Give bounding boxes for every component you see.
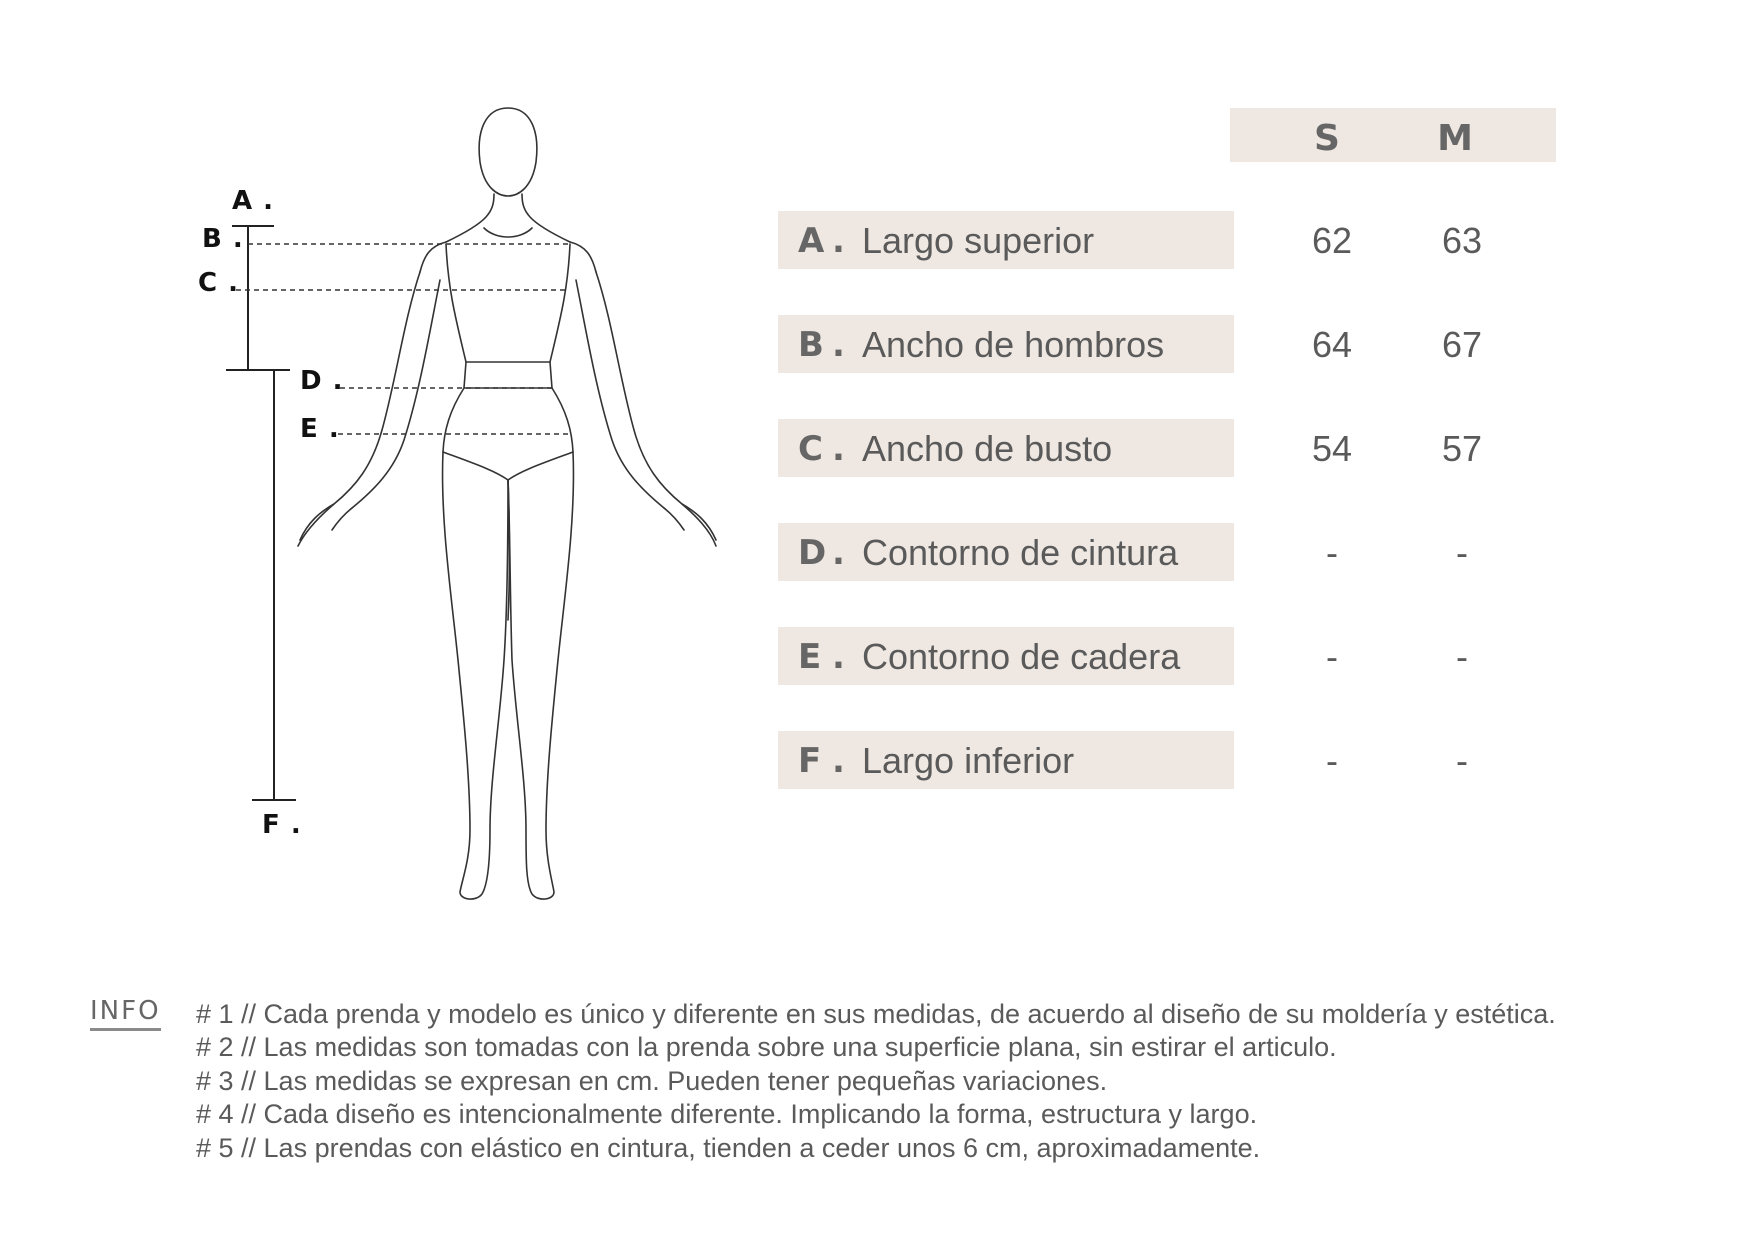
row-letter: A — [798, 221, 825, 261]
info-note-1: # 1 // Cada prenda y modelo es único y diferente en sus medidas, de acuerdo al diseño de su moldería y estética. — [196, 999, 1556, 1029]
mannequin-waistband — [464, 362, 552, 388]
row-separator: . — [832, 533, 845, 573]
measurement-row-b — [778, 315, 1234, 373]
measurement-figure — [0, 0, 760, 960]
row-name: Largo superior — [862, 220, 1095, 261]
info-label: INFO — [90, 996, 161, 1031]
row-name: Contorno de cintura — [862, 532, 1179, 573]
mannequin-right-leg — [508, 452, 573, 899]
mannequin-left-leg — [443, 452, 508, 899]
value-e-s: - — [1326, 636, 1338, 677]
mannequin-neck — [446, 194, 570, 242]
row-separator: . — [832, 325, 845, 365]
value-c-s: 54 — [1311, 428, 1353, 469]
size-header-m: M — [1437, 118, 1473, 159]
row-separator: . — [832, 221, 845, 261]
mannequin-briefs — [443, 452, 573, 480]
info-note-3: # 3 // Las medidas se expresan en cm. Pueden tener pequeñas variaciones. — [196, 1065, 1108, 1096]
mannequin-torso — [446, 244, 570, 362]
row-separator: . — [832, 429, 845, 469]
value-d-s: - — [1326, 532, 1338, 573]
mannequin-left-arm — [300, 272, 440, 540]
row-letter: B — [798, 325, 824, 365]
measurement-row-e — [778, 627, 1234, 685]
info-note-4: # 4 // Cada diseño es intencionalmente diferente. Implicando la forma, estructura y largo. — [196, 1099, 1258, 1130]
measure-label-a: A . — [232, 186, 275, 216]
value-f-s: - — [1326, 740, 1338, 781]
value-f-m: - — [1456, 740, 1468, 781]
measure-label-b: B . — [202, 224, 244, 254]
row-name: Contorno de cadera — [862, 636, 1181, 677]
value-e-m: - — [1456, 636, 1468, 677]
info-notes — [196, 998, 1736, 1165]
size-header-s: S — [1314, 118, 1340, 159]
measurement-row-d — [778, 523, 1234, 581]
value-a-s: 62 — [1311, 220, 1353, 261]
size-header — [1230, 108, 1556, 162]
row-letter: D — [798, 533, 827, 573]
row-name: Ancho de busto — [862, 428, 1113, 469]
measurement-row-c — [778, 419, 1234, 477]
mannequin-right-arm — [576, 272, 716, 540]
measurement-row-f — [778, 731, 1234, 789]
row-letter: C — [798, 429, 823, 469]
value-a-m: 63 — [1441, 220, 1483, 261]
info-note-2: # 2 // Las medidas son tomadas con la prenda sobre una superficie plana, sin estirar el articulo. — [196, 1032, 1337, 1063]
measure-label-d: D . — [300, 366, 344, 396]
row-name: Ancho de hombros — [862, 324, 1165, 365]
mannequin-illustration — [0, 0, 760, 960]
value-c-m: 57 — [1441, 428, 1483, 469]
row-separator: . — [832, 637, 845, 677]
value-d-m: - — [1456, 532, 1468, 573]
row-letter: E — [798, 637, 822, 677]
mannequin-head — [479, 108, 537, 196]
measure-label-c: C . — [198, 268, 240, 298]
measure-label-f: F . — [262, 810, 302, 840]
info-note-5: # 5 // Las prendas con elástico en cintura, tienden a ceder unos 6 cm, aproximadamente. — [196, 1132, 1261, 1163]
row-letter: F — [798, 741, 822, 781]
value-b-s: 64 — [1311, 324, 1353, 365]
value-b-m: 67 — [1441, 324, 1483, 365]
row-name: Largo inferior — [862, 740, 1075, 781]
measurement-row-a — [778, 211, 1234, 269]
row-separator: . — [832, 741, 845, 781]
measure-label-e: E . — [300, 414, 340, 444]
